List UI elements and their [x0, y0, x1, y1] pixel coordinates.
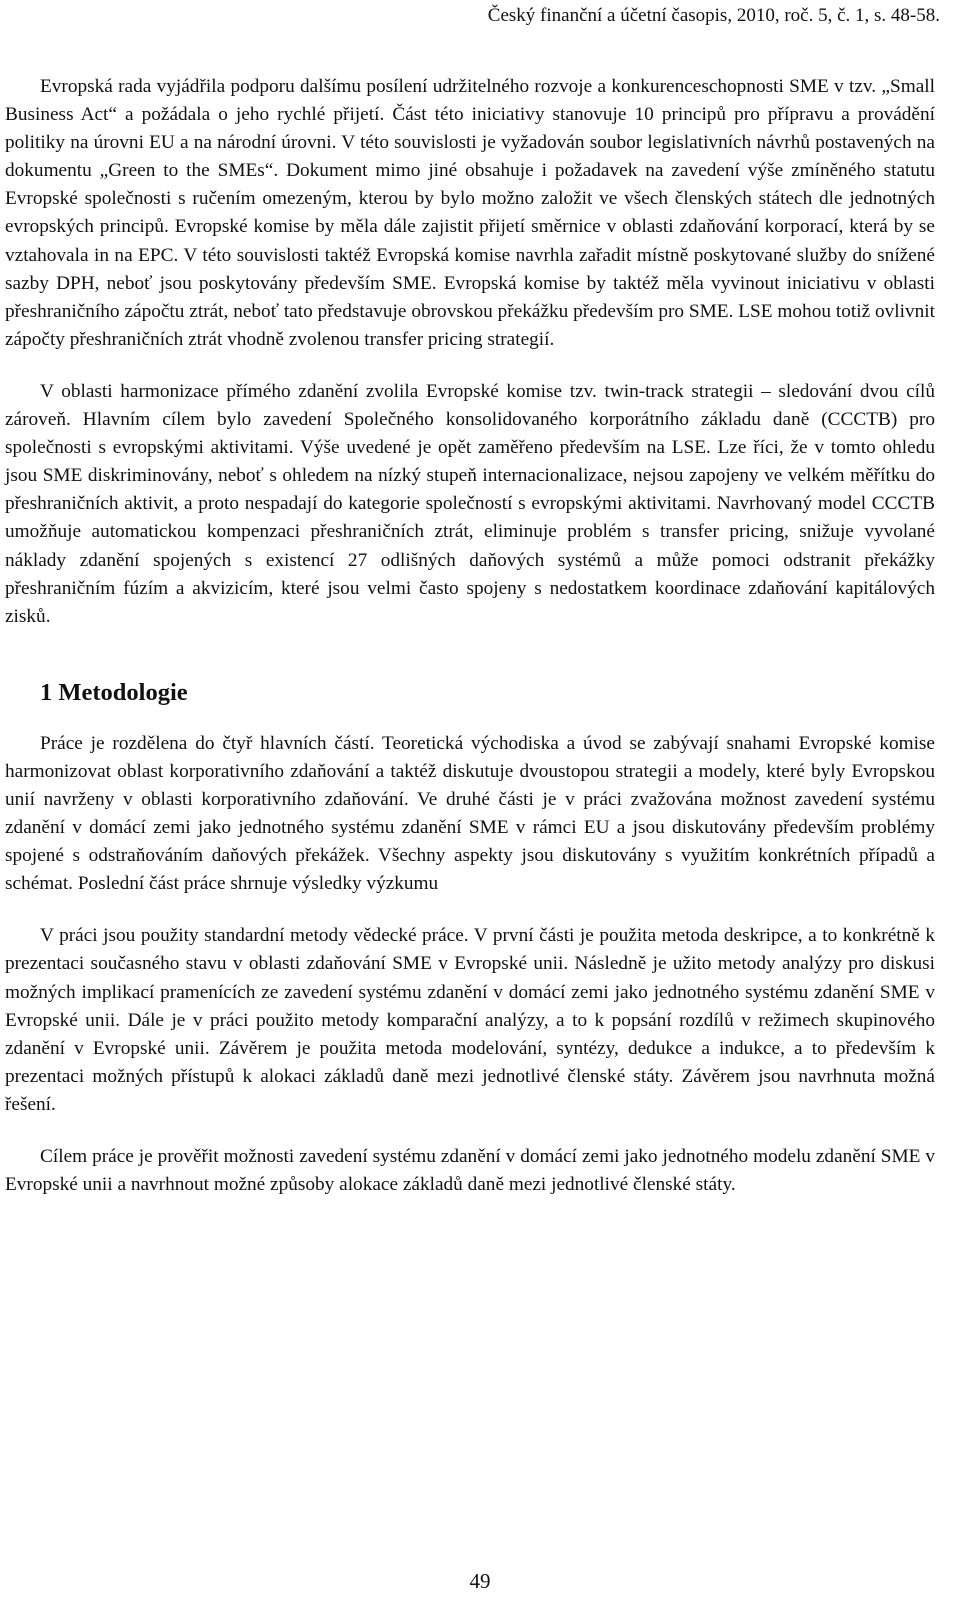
- section-heading-metodologie: 1 Metodologie: [40, 678, 188, 706]
- paragraph-aim: Cílem práce je prověřit možnosti zavedení systému zdanění v domácí zemi jako jednotného modelu zdanění SME v Evropské unii a navrhnout možné způsoby alokace základů daně mezi jednotlivé členské státy.: [5, 1146, 935, 1196]
- paragraph-twin-track-strategy: V oblasti harmonizace přímého zdanění zvolila Evropské komise tzv. twin-track strategii – sledování dvou cílů zároveň. Hlavním cílem bylo zavedení Společného konsolidovaného korporátního základu daně (CCCTB) pro společnosti s evropskými aktivitami. Výše uvedené je opět zaměřeno především na LSE. Lze říci, že v tomto ohledu jsou SME diskriminovány, neboť s ohledem na nízký stupeň internacionalizace, nejsou zapojeny ve velkém měřítku do přeshraničních aktivit, a proto nespadají do kategorie společností s evropskými aktivitami. Navrhovaný model CCCTB umožňuje automatickou kompenzaci přeshraničních ztrát, eliminuje problém s transfer pricing, snižuje vyvolané náklady zdanění spojených s existencí 27 odlišných daňových systémů a může pomoci odstranit překážky přeshraničním fúzím a akvizicím, které jsou velmi často spojeny s nedostatkem koordinace zdaňování kapitálových zisků.: [5, 380, 935, 627]
- paragraph-methods: V práci jsou použity standardní metody vědecké práce. V první části je použita metoda deskripce, a to konkrétně k prezentaci současného stavu v oblasti zdaňování SME v Evropské unii. Následně je užito metody analýzy pro diskusi možných implikací pramenících ze zavedení systému zdanění v domácí zemi jako jednotného systému zdanění SME v Evropské unii. Dále je v práci použito metody komparační analýzy, a to k popsání rozdílů v režimech skupinového zdanění v Evropské unii. Závěrem je použita metoda modelování, syntézy, dedukce a indukce, a to především k prezentaci možných přístupů k alokaci základů daně mezi jednotlivé členské státy. Závěrem jsou navrhnuta možná řešení.: [5, 925, 935, 1115]
- body-text: [5, 73, 935, 1199]
- page-number: 49: [469, 1569, 491, 1593]
- running-header-citation: Český finanční a účetní časopis, 2010, roč. 5, č. 1, s. 48-58.: [487, 5, 940, 26]
- paragraph-structure-of-work: Práce je rozdělena do čtyř hlavních částí. Teoretická východiska a úvod se zabývají snahami Evropské komise harmonizovat oblast korporativního zdaňování a taktéž diskutuje dvoustopou strategii a modely, které byly Evropskou unií navrženy v oblasti korporativního zdaňování. Ve druhé části je v práci zvažována možnost zavedení systému zdanění v domácí zemi jako jednotného systému zdanění SME v rámci EU a jsou diskutovány především problémy spojené s odstraňováním daňových překážek. Všechny aspekty jsou diskutovány s využitím konkrétních případů a schémat. Poslední část práce shrnuje výsledky výzkumu: [5, 732, 935, 895]
- paragraph-small-business-act: Evropská rada vyjádřila podporu dalšímu posílení udržitelného rozvoje a konkurenceschopnosti SME v tzv. „Small Business Act“ a požádala o jeho rychlé přijetí. Část této iniciativy stanovuje 10 principů pro přípravu a provádění politiky na úrovni EU a na národní úrovni. V této souvislosti je vyžadován soubor legislativních návrhů postavených na dokumentu „Green to the SMEs“. Dokument mimo jiné obsahuje i požadavek na zavedení výše zmíněného statutu Evropské společnosti s ručením omezeným, kterou by bylo možno založit ve všech členských státech dle jednotných evropských principů. Evropské komise by měla dále zajistit přijetí směrnice v oblasti zdaňování korporací, která by se vztahovala in na EPC. V této souvislosti taktéž Evropská komise navrhla zařadit místně poskytované služby do snížené sazby DPH, neboť jsou poskytovány především SME. Evropská komise by taktéž měla vyvinout iniciativu v oblasti přeshraničního zápočtu ztrát, neboť tato představuje obrovskou překážku především pro SME. LSE mohou totiž ovlivnit zápočty přeshraničních ztrát vhodně zvolenou transfer pricing strategií.: [5, 76, 935, 350]
